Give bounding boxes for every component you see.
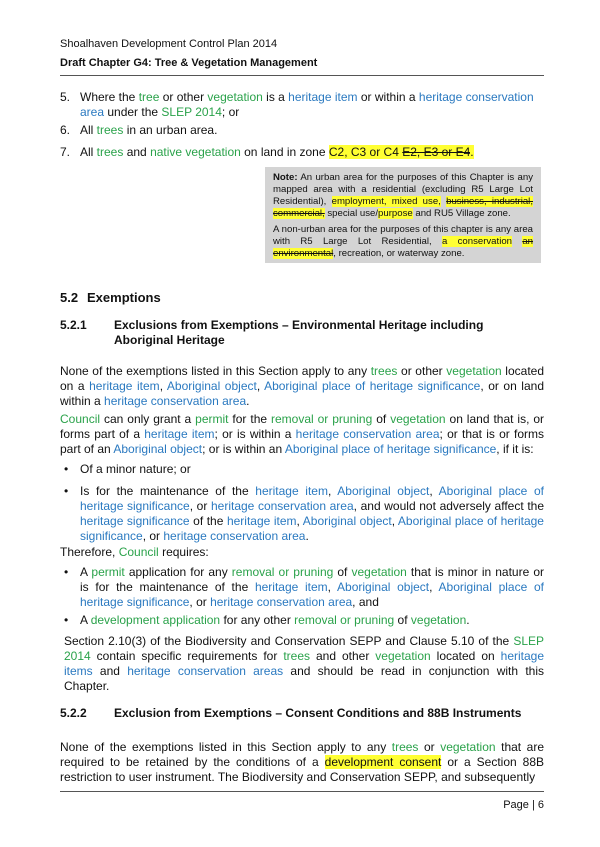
subsection-title-2: Exclusion from Exemptions – Consent Conditions and 88B Instruments xyxy=(114,706,522,720)
note-box xyxy=(265,167,541,263)
footer-rule xyxy=(60,791,544,792)
list-item-6: All trees in an urban area. xyxy=(80,123,218,137)
bullet-permit: A permit application for any removal or pruning of vegetation that is minor in nature or is for the maintenance of the heritage item, Aboriginal object, Aboriginal place of heritage significance, or heritage conservation area, and xyxy=(80,565,544,609)
subsection-number-1: 5.2.1 xyxy=(60,318,87,332)
page-number: Page | 6 xyxy=(503,799,544,811)
bullet-marker: • xyxy=(64,462,69,476)
list-number-6: 6. xyxy=(60,123,71,137)
bullet-marker: • xyxy=(64,613,69,627)
paragraph-3: Section 2.10(3) of the Biodiversity and Conservation SEPP and Clause 5.10 of the SLEP 2014 contain specific requirements for trees and other vegetation located on heritage items and heritage conservation areas and should be read in conjunction with this Chapter. xyxy=(64,634,545,693)
paragraph-4: None of the exemptions listed in this Section apply to any trees or vegetation that are required to be retained by the conditions of a development consent or a Section 88B restriction to user instrument. The Biodiversity and Conservation SEPP, and subsequently xyxy=(60,740,545,784)
section-title: Exemptions xyxy=(87,290,161,305)
bullet-maintenance: Is for the maintenance of the heritage item, Aboriginal object, Aboriginal place of heritage significance, or heritage conservation area, and would not adversely affect the heritage significance of the heritage item, Aboriginal object, Aboriginal place of heritage significance, or heritage conservation area. xyxy=(80,484,545,543)
list-number-7: 7. xyxy=(60,145,71,159)
bullet-minor-nature: Of a minor nature; or xyxy=(80,462,191,476)
chapter-title: Draft Chapter G4: Tree & Vegetation Management xyxy=(60,57,318,69)
document-title: Shoalhaven Development Control Plan 2014 xyxy=(60,38,278,50)
subsection-title-1: Exclusions from Exemptions – Environmental Heritage including Aboriginal Heritage xyxy=(114,318,484,347)
bullet-development-application: A development application for any other removal or pruning of vegetation. xyxy=(80,613,470,627)
bullet-marker: • xyxy=(64,565,69,579)
list-number-5: 5. xyxy=(60,90,71,104)
note-urban: Note: An urban area for the purposes of this Chapter is any mapped area with a residential (excluding R5 Large Lot Residential), employment, mixed use, business, industrial, commercial, special use/purpose and RU5 Village zone. xyxy=(273,172,533,219)
paragraph-1: None of the exemptions listed in this Section apply to any trees or other vegetation located on a heritage item, Aboriginal object, Aboriginal place of heritage significance, or on land within a heritage conservation area. xyxy=(60,364,545,408)
list-item-7: All trees and native vegetation on land in zone C2, C3 or C4 E2, E3 or E4. xyxy=(80,145,474,159)
bullet-marker: • xyxy=(64,484,69,498)
therefore-line: Therefore, Council requires: xyxy=(60,545,209,559)
paragraph-2: Council can only grant a permit for the removal or pruning of vegetation on land that is, or forms part of a heritage item; or is within a heritage conservation area; or that is or forms part of an Aboriginal object; or is within an Aboriginal place of heritage significance, if it is: xyxy=(60,412,545,456)
list-item-5: Where the tree or other vegetation is a heritage item or within a heritage conservation area under the SLEP 2014; or xyxy=(80,90,534,119)
note-non-urban: A non-urban area for the purposes of this chapter is any area with R5 Large Lot Residential, a conservation an environmental, recreation, or waterway zone. xyxy=(273,224,533,259)
subsection-number-2: 5.2.2 xyxy=(60,706,87,720)
header-rule xyxy=(60,75,544,76)
section-number: 5.2 xyxy=(60,290,79,305)
